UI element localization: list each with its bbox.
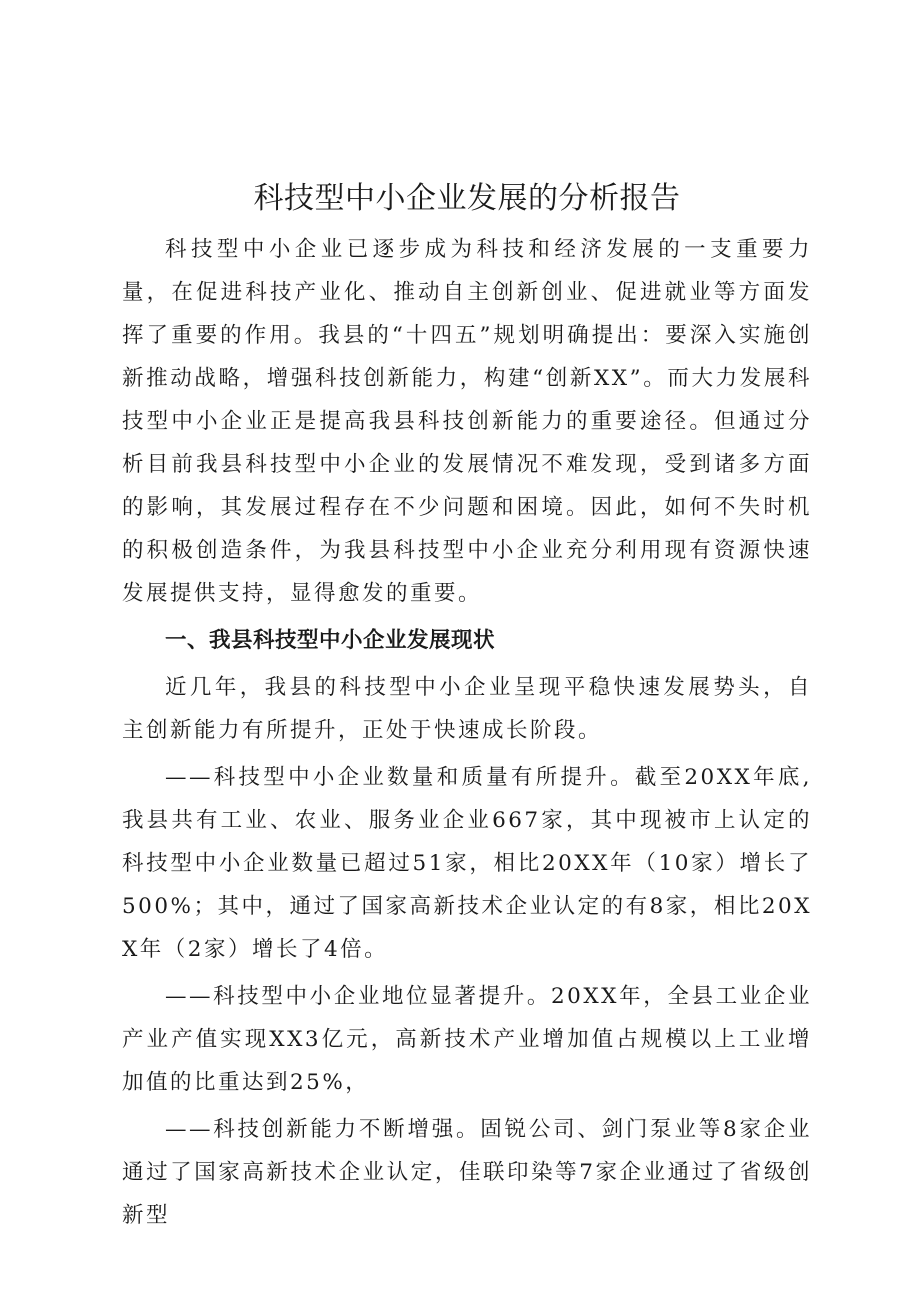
section-intro-paragraph: 近几年，我县的科技型中小企业呈现平稳快速发展势头，自主创新能力有所提升，正处于快速成长阶段。 <box>122 675 812 743</box>
intro-paragraph: 科技型中小企业已逐步成为科技和经济发展的一支重要力量，在促进科技产业化、推动自主创新创业、促进就业等方面发挥了重要的作用。我县的“十四五”规划明确提出：要深入实施创新推动战略，增强科技创新能力，构建“创新XX”。而大力发展科技型中小企业正是提高我县科技创新能力的重要途径。但通过分析目前我县科技型中小企业的发展情况不难发现，受到诸多方面的影响，其发展过程存在不少问题和困境。因此，如何不失时机的积极创造条件，为我县科技型中小企业充分利用现有资源快速发展提供支持，显得愈发的重要。 <box>122 237 812 606</box>
section-heading: 一、我县科技型中小企业发展现状 <box>165 628 496 653</box>
document-body <box>122 228 812 1237</box>
list-item-status: ——科技型中小企业地位显著提升。20XX年，全县工业企业产业产值实现XX3亿元，高新技术产业增加值占规模以上工业增加值的比重达到25%， <box>122 984 812 1095</box>
list-item-quantity: ——科技型中小企业数量和质量有所提升。截至20XX年底,我县共有工业、农业、服务业企业667家，其中现被市上认定的科技型中小企业数量已超过51家，相比20XX年（10家）增长了500%；其中，通过了国家高新技术企业认定的有8家，相比20XX年（2家）增长了4倍。 <box>122 765 812 962</box>
document-title: 科技型中小企业发展的分析报告 <box>253 181 681 216</box>
list-item-innovation: ——科技创新能力不断增强。固锐公司、剑门泵业等8家企业通过了国家高新技术企业认定，佳联印染等7家企业通过了省级创新型 <box>122 1117 812 1228</box>
